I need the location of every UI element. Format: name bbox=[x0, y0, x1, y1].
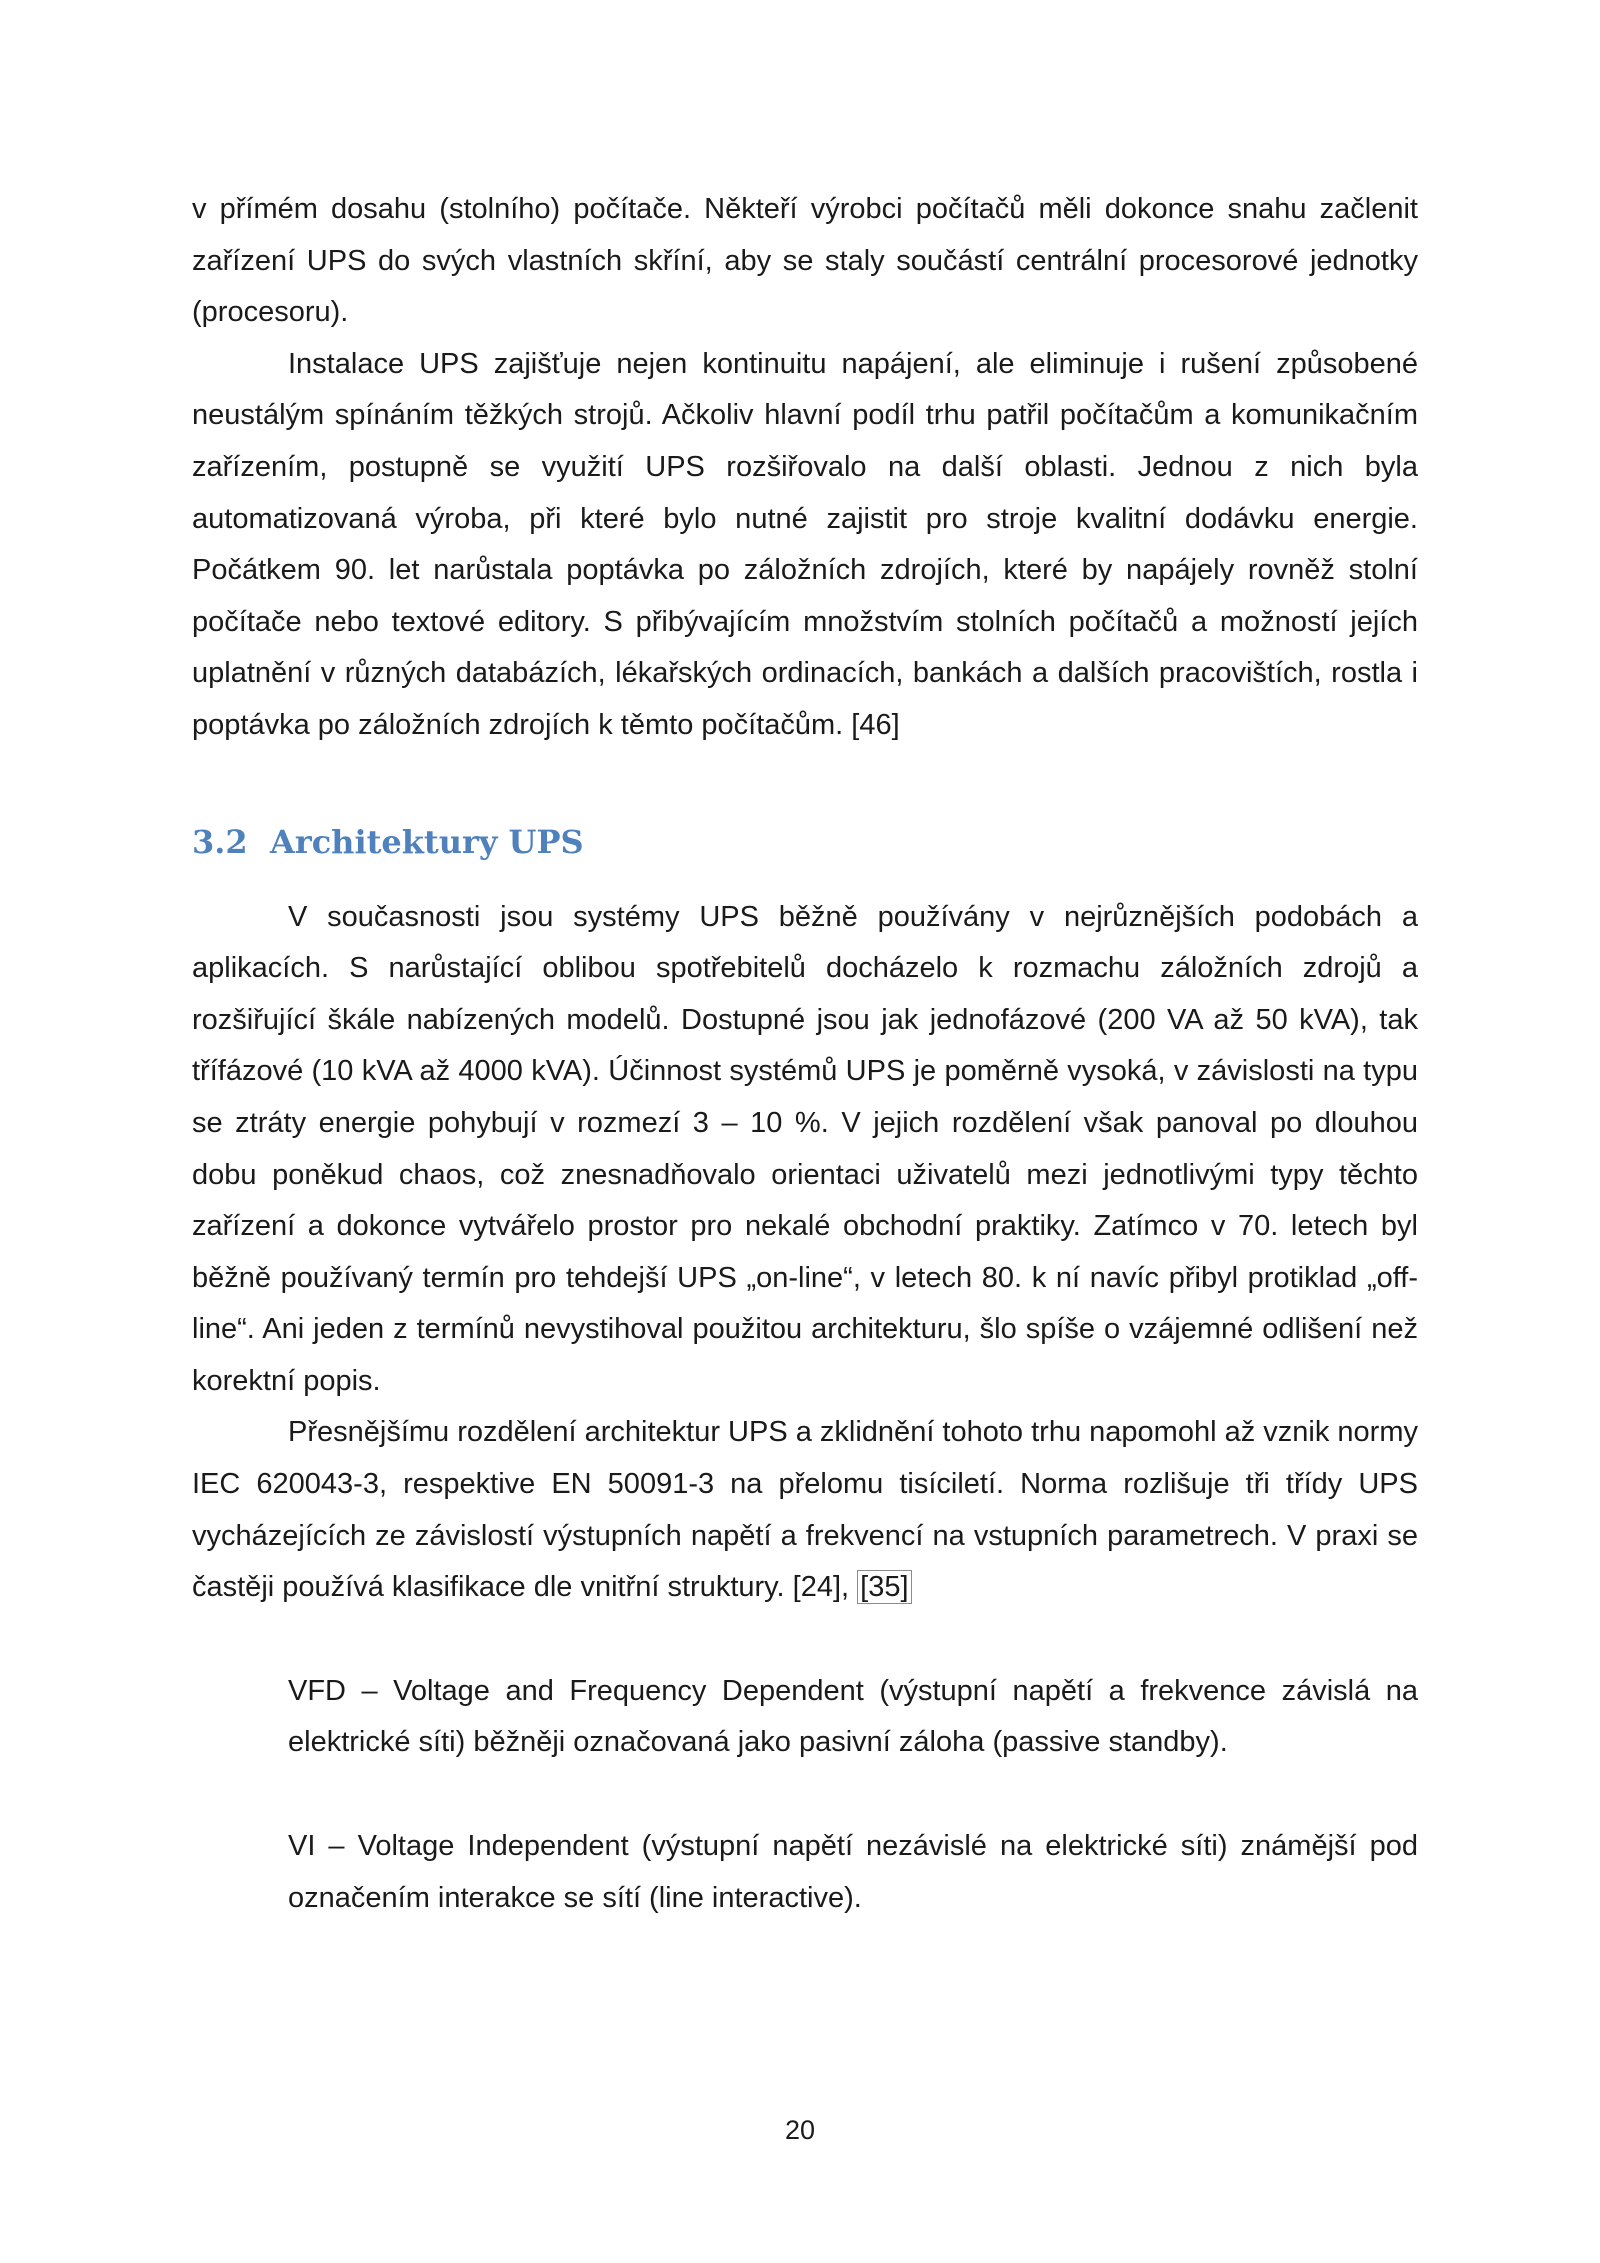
citation-link[interactable]: [35] bbox=[857, 1570, 911, 1604]
classification-item-vi bbox=[288, 1821, 1418, 1924]
paragraph-continuation: v přímém dosahu (stolního) počítače. Někteří výrobci počítačů měli dokonce snahu začlenit zařízení UPS do svých vlastních skříní, aby se staly součástí centrální procesorové jednotky (procesoru). bbox=[192, 193, 1418, 329]
vi-text: VI – Voltage Independent (výstupní napětí nezávislé na elektrické síti) známější pod označením interakce se sítí (line interactive). bbox=[288, 1830, 1418, 1914]
paragraph-current-systems: V současnosti jsou systémy UPS běžně používány v nejrůznějších podobách a aplikacích. S narůstající oblibou spotřebitelů docházelo k rozmachu záložních zdrojů a rozšiřující škále nabízených modelů. Dostupné jsou jak jednofázové (200 VA až 50 kVA), tak třífázové (10 kVA až 4000 kVA). Účinnost systémů UPS je poměrně vysoká, v závislosti na typu se ztráty energie pohybují v rozmezí 3 – 10 %. V jejich rozdělení však panoval po dlouhou dobu poněkud chaos, což znesnadňovalo orientaci uživatelů mezi jednotlivými typy těchto zařízení a dokonce vytvářelo prostor pro nekalé obchodní praktiky. Zatímco v 70. letech byl běžně používaný termín pro tehdejší UPS „on-line“, v letech 80. k ní navíc přibyl protiklad „off-line“. Ani jeden z termínů nevystihoval použitou architekturu, šlo spíše o vzájemné odlišení než korektní popis. bbox=[192, 900, 1418, 1397]
vfd-text: VFD – Voltage and Frequency Dependent (výstupní napětí a frekvence závislá na elektrické síti) běžněji označovaná jako pasivní záloha (passive standby). bbox=[288, 1674, 1418, 1759]
document-page bbox=[192, 184, 1418, 1924]
classification-item-vfd bbox=[288, 1666, 1418, 1769]
section-number: 3.2 bbox=[192, 822, 248, 861]
page-number: 20 bbox=[784, 2115, 816, 2145]
section-title: Architektury UPS bbox=[270, 822, 584, 861]
section-heading bbox=[192, 822, 1418, 862]
paragraph-norm-classification bbox=[192, 1407, 1418, 1613]
paragraph-norm-text: Přesnějšímu rozdělení architektur UPS a zklidnění tohoto trhu napomohl až vznik normy IEC 620043-3, respektive EN 50091-3 na přelomu tisíciletí. Norma rozlišuje tři třídy UPS vycházejících ze závislostí výstupních napětí a frekvencí na vstupních parametrech. V praxi se častěji používá klasifikace dle vnitřní struktury. [24], bbox=[192, 1416, 1418, 1604]
paragraph-ups-installation: Instalace UPS zajišťuje nejen kontinuitu napájení, ale eliminuje i rušení způsobené neustálým spínáním těžkých strojů. Ačkoliv hlavní podíl trhu patřil počítačům a komunikačním zařízením, postupně se využití UPS rozšiřovalo na další oblasti. Jednou z nich byla automatizovaná výroba, při které bylo nutné zajistit pro stroje kvalitní dodávku energie. Počátkem 90. let narůstala poptávka po záložních zdrojích, které by napájely rovněž stolní počítače nebo textové editory. S přibývajícím množstvím stolních počítačů a možností jejích uplatnění v různých databázích, lékařských ordinacích, bankách a dalších pracovištích, rostla i poptávka po záložních zdrojích k těmto počítačům. [46] bbox=[192, 347, 1418, 741]
